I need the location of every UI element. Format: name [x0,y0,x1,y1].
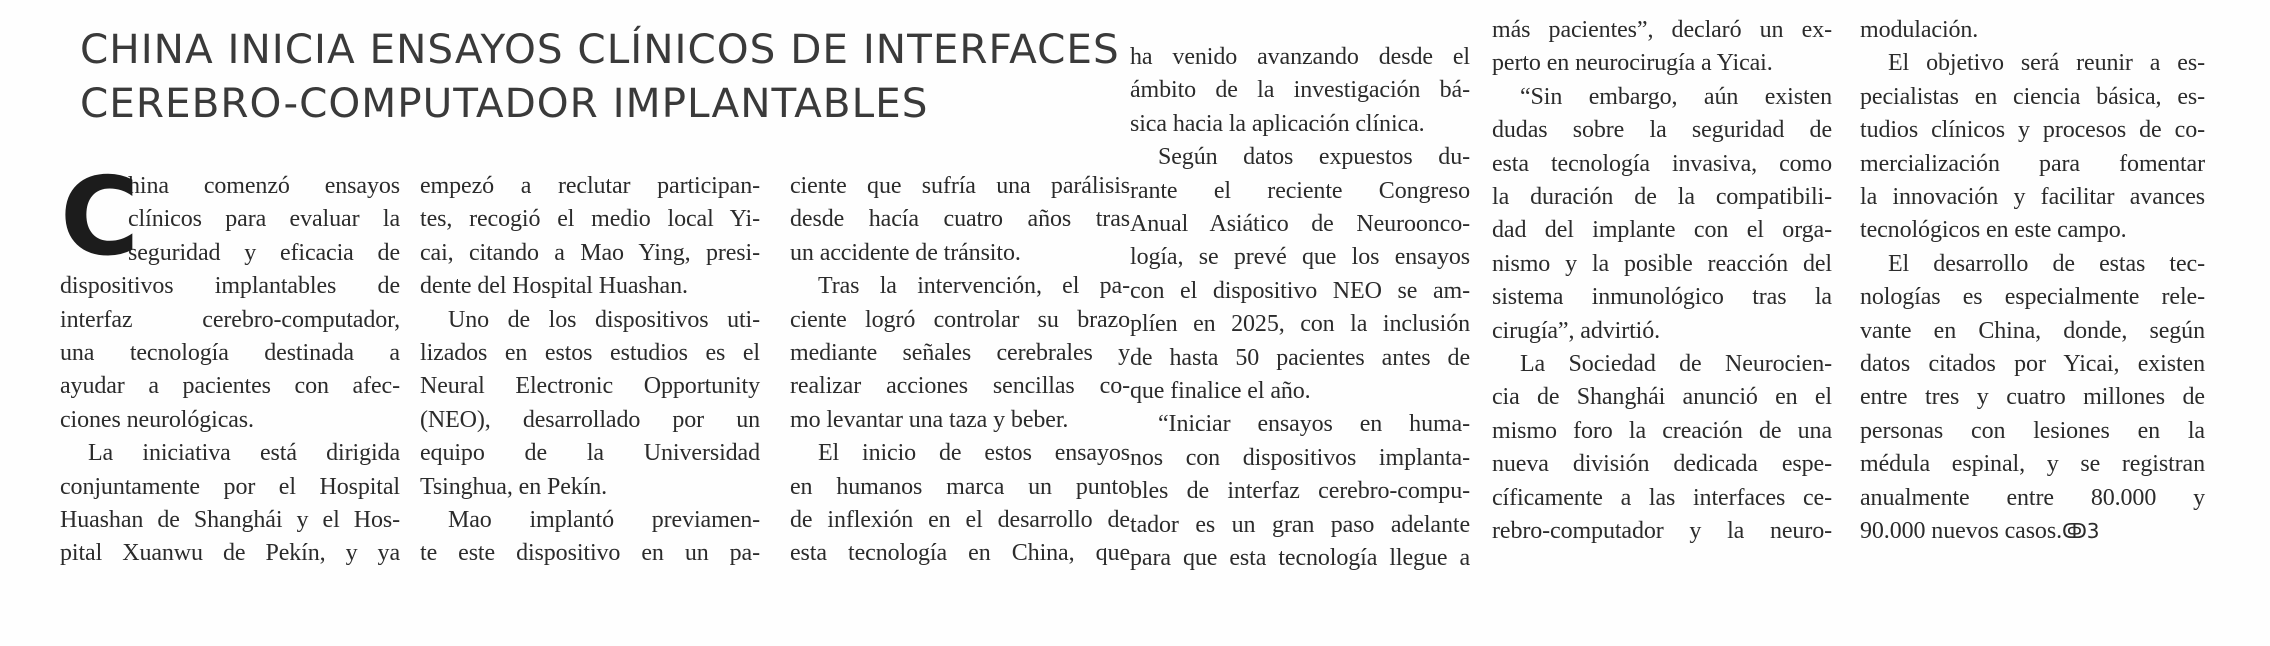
text-line: “Iniciar ensayos en huma- [1158,411,1470,438]
text-line: te este dispositivo en un pa- [420,540,760,567]
text-line: con el dispositivo NEO se am- [1130,277,1470,304]
text-line: Mao implantó previamen- [448,507,760,534]
text-line: Neural Electronic Opportunity [420,373,760,400]
article-column-1 [60,155,400,571]
text-line: una tecnología destinada a [60,340,400,367]
headline-line-2: CEREBRO-COMPUTADOR IMPLANTABLES [80,79,929,127]
text-line: mo levantar una taza y beber. [790,406,1069,433]
paragraph [1130,41,1470,141]
text-line: cai, citando a Mao Ying, presi- [420,239,760,266]
paragraph [1130,408,1470,575]
text-line: para que esta tecnología llegue a [1130,545,1470,572]
text-line: La Sociedad de Neurocien- [1520,351,1832,378]
text-line: (NEO), desarrollado por un [420,406,760,433]
text-line: ciente que sufría una parálisis [790,173,1130,199]
text-line: dudas sobre la seguridad de [1492,117,1832,144]
text-line: anualmente entre 80.000 y [1860,484,2205,511]
article-column-5 [1492,14,1832,549]
text-line: ayudar a pacientes con afec- [60,373,400,400]
paragraph [420,504,760,571]
paragraph [1492,14,1832,81]
text-line: de inflexión en el desarrollo de [790,507,1130,534]
text-line: lizados en estos estudios es el [420,340,760,367]
paragraph [420,304,760,504]
text-line: Uno de los dispositivos uti- [448,306,760,333]
text-line: perto en neurocirugía a Yicai. [1492,50,1773,77]
paragraph [60,155,400,437]
paragraph [60,437,400,571]
text-line: sistema inmunológico tras la [1492,284,1832,311]
text-line: vante en China, donde, según [1860,317,2205,344]
paragraph [790,437,1130,571]
paragraph [420,170,760,304]
text-line: nologías es especialmente rele- [1860,284,2205,311]
text-line: ámbito de la investigación bá- [1130,77,1470,104]
text-line: nos con dispositivos implanta- [1130,444,1470,471]
text-line: en humanos marca un punto [790,473,1130,500]
paragraph [790,170,1130,270]
paragraph [1860,248,2205,549]
text-line: El desarrollo de estas tec- [1888,250,2205,277]
headline [80,22,1120,130]
text-line: un accidente de tránsito. [790,239,1021,266]
text-line: cíficamente a las interfaces ce- [1492,484,1832,511]
paragraph [1492,81,1832,348]
text-line: personas con lesiones en la [1860,417,2205,444]
text-line: la innovación y facilitar avances [1860,184,2205,211]
text-line: sica hacia la aplicación clínica. [1130,110,1425,137]
text-line: interfaz cerebro-computador, [60,306,400,333]
paragraph [1130,141,1470,408]
text-line: equipo de la Universidad [420,440,760,467]
text-line: mediante señales cerebrales y [790,340,1130,367]
text-line: nueva división dedicada espe- [1492,451,1832,478]
paragraph [1860,47,2205,247]
text-line: ciones neurológicas. [60,406,254,433]
text-line: dispositivos implantables de [60,273,400,300]
text-line: rante el reciente Congreso [1130,177,1470,204]
article-column-2 [420,170,760,571]
text-line: rebro-computador y la neuro- [1492,518,1832,545]
text-line: hina comenzó ensayos [128,173,400,199]
text-line: plíen en 2025, con la inclusión [1130,311,1470,338]
text-line: clínicos para evaluar la [128,206,400,233]
text-line: nismo y la posible reacción del [1492,250,1832,277]
text-line: de hasta 50 pacientes antes de [1130,344,1470,371]
text-line: médula espinal, y se registran [1860,451,2205,478]
text-line: tecnológicos en este campo. [1860,217,2127,244]
text-line: pecialistas en ciencia básica, es- [1860,83,2205,110]
text-line: empezó a reclutar participan- [420,173,760,199]
text-line: esta tecnología invasiva, como [1492,150,1832,177]
drop-cap: C [60,155,140,280]
text-line: “Sin embargo, aún existen [1520,83,1832,110]
text-line: dad del implante con el orga- [1492,217,1832,244]
paragraph [1492,348,1832,548]
text-line: entre tres y cuatro millones de [1860,384,2205,411]
text-line: La iniciativa está dirigida [88,440,400,467]
text-line: logía, se prevé que los ensayos [1130,244,1470,271]
text-line: seguridad y eficacia de [128,239,400,266]
text-line: tudios clínicos y procesos de co- [1860,117,2205,144]
text-line: tador es un gran paso adelante [1130,511,1470,538]
text-line: pital Xuanwu de Pekín, y ya [60,540,400,567]
text-line: Según datos expuestos du- [1158,144,1470,171]
text-line: tes, recogió el medio local Yi- [420,206,760,233]
text-line: modulación. [1860,17,1979,43]
paragraph [1860,14,2205,47]
text-line: Huashan de Shanghái y el Hos- [60,507,400,534]
text-line: cia de Shanghái anunció en el [1492,384,1832,411]
article-column-3 [790,170,1130,571]
text-line: la duración de la compatibili- [1492,184,1832,211]
text-line: conjuntamente por el Hospital [60,473,400,500]
text-line: Anual Asiático de Neuroonco- [1130,211,1470,238]
text-line: cirugía”, advirtió. [1492,317,1661,344]
article-column-6 [1860,14,2205,549]
text-line: Tsinghua, en Pekín. [420,473,608,500]
text-line: esta tecnología en China, que [790,540,1130,567]
text-line: desde hacía cuatro años tras [790,206,1130,233]
text-line: ha venido avanzando desde el [1130,44,1470,70]
article-column-4 [1130,41,1470,576]
headline-line-1: CHINA INICIA ENSAYOS CLÍNICOS DE INTERFACES [80,25,1120,73]
end-of-article-icon: ↂ3 [2061,519,2100,544]
text-line: ciente logró controlar su brazo [790,306,1130,333]
text-line: El objetivo será reunir a es- [1888,50,2205,77]
text-line: bles de interfaz cerebro-compu- [1130,478,1470,505]
text-line: Tras la intervención, el pa- [818,273,1130,300]
text-line: que finalice el año. [1130,378,1311,405]
paragraph [790,270,1130,437]
text-line: más pacientes”, declaró un ex- [1492,17,1832,43]
text-line: 90.000 nuevos casos. [1860,518,2062,545]
text-line: dente del Hospital Huashan. [420,273,688,300]
text-line: El inicio de estos ensayos [818,440,1130,467]
text-line: realizar acciones sencillas co- [790,373,1130,400]
text-line: mercialización para fomentar [1860,150,2205,177]
text-line: mismo foro la creación de una [1492,417,1832,444]
text-line: datos citados por Yicai, existen [1860,351,2205,378]
